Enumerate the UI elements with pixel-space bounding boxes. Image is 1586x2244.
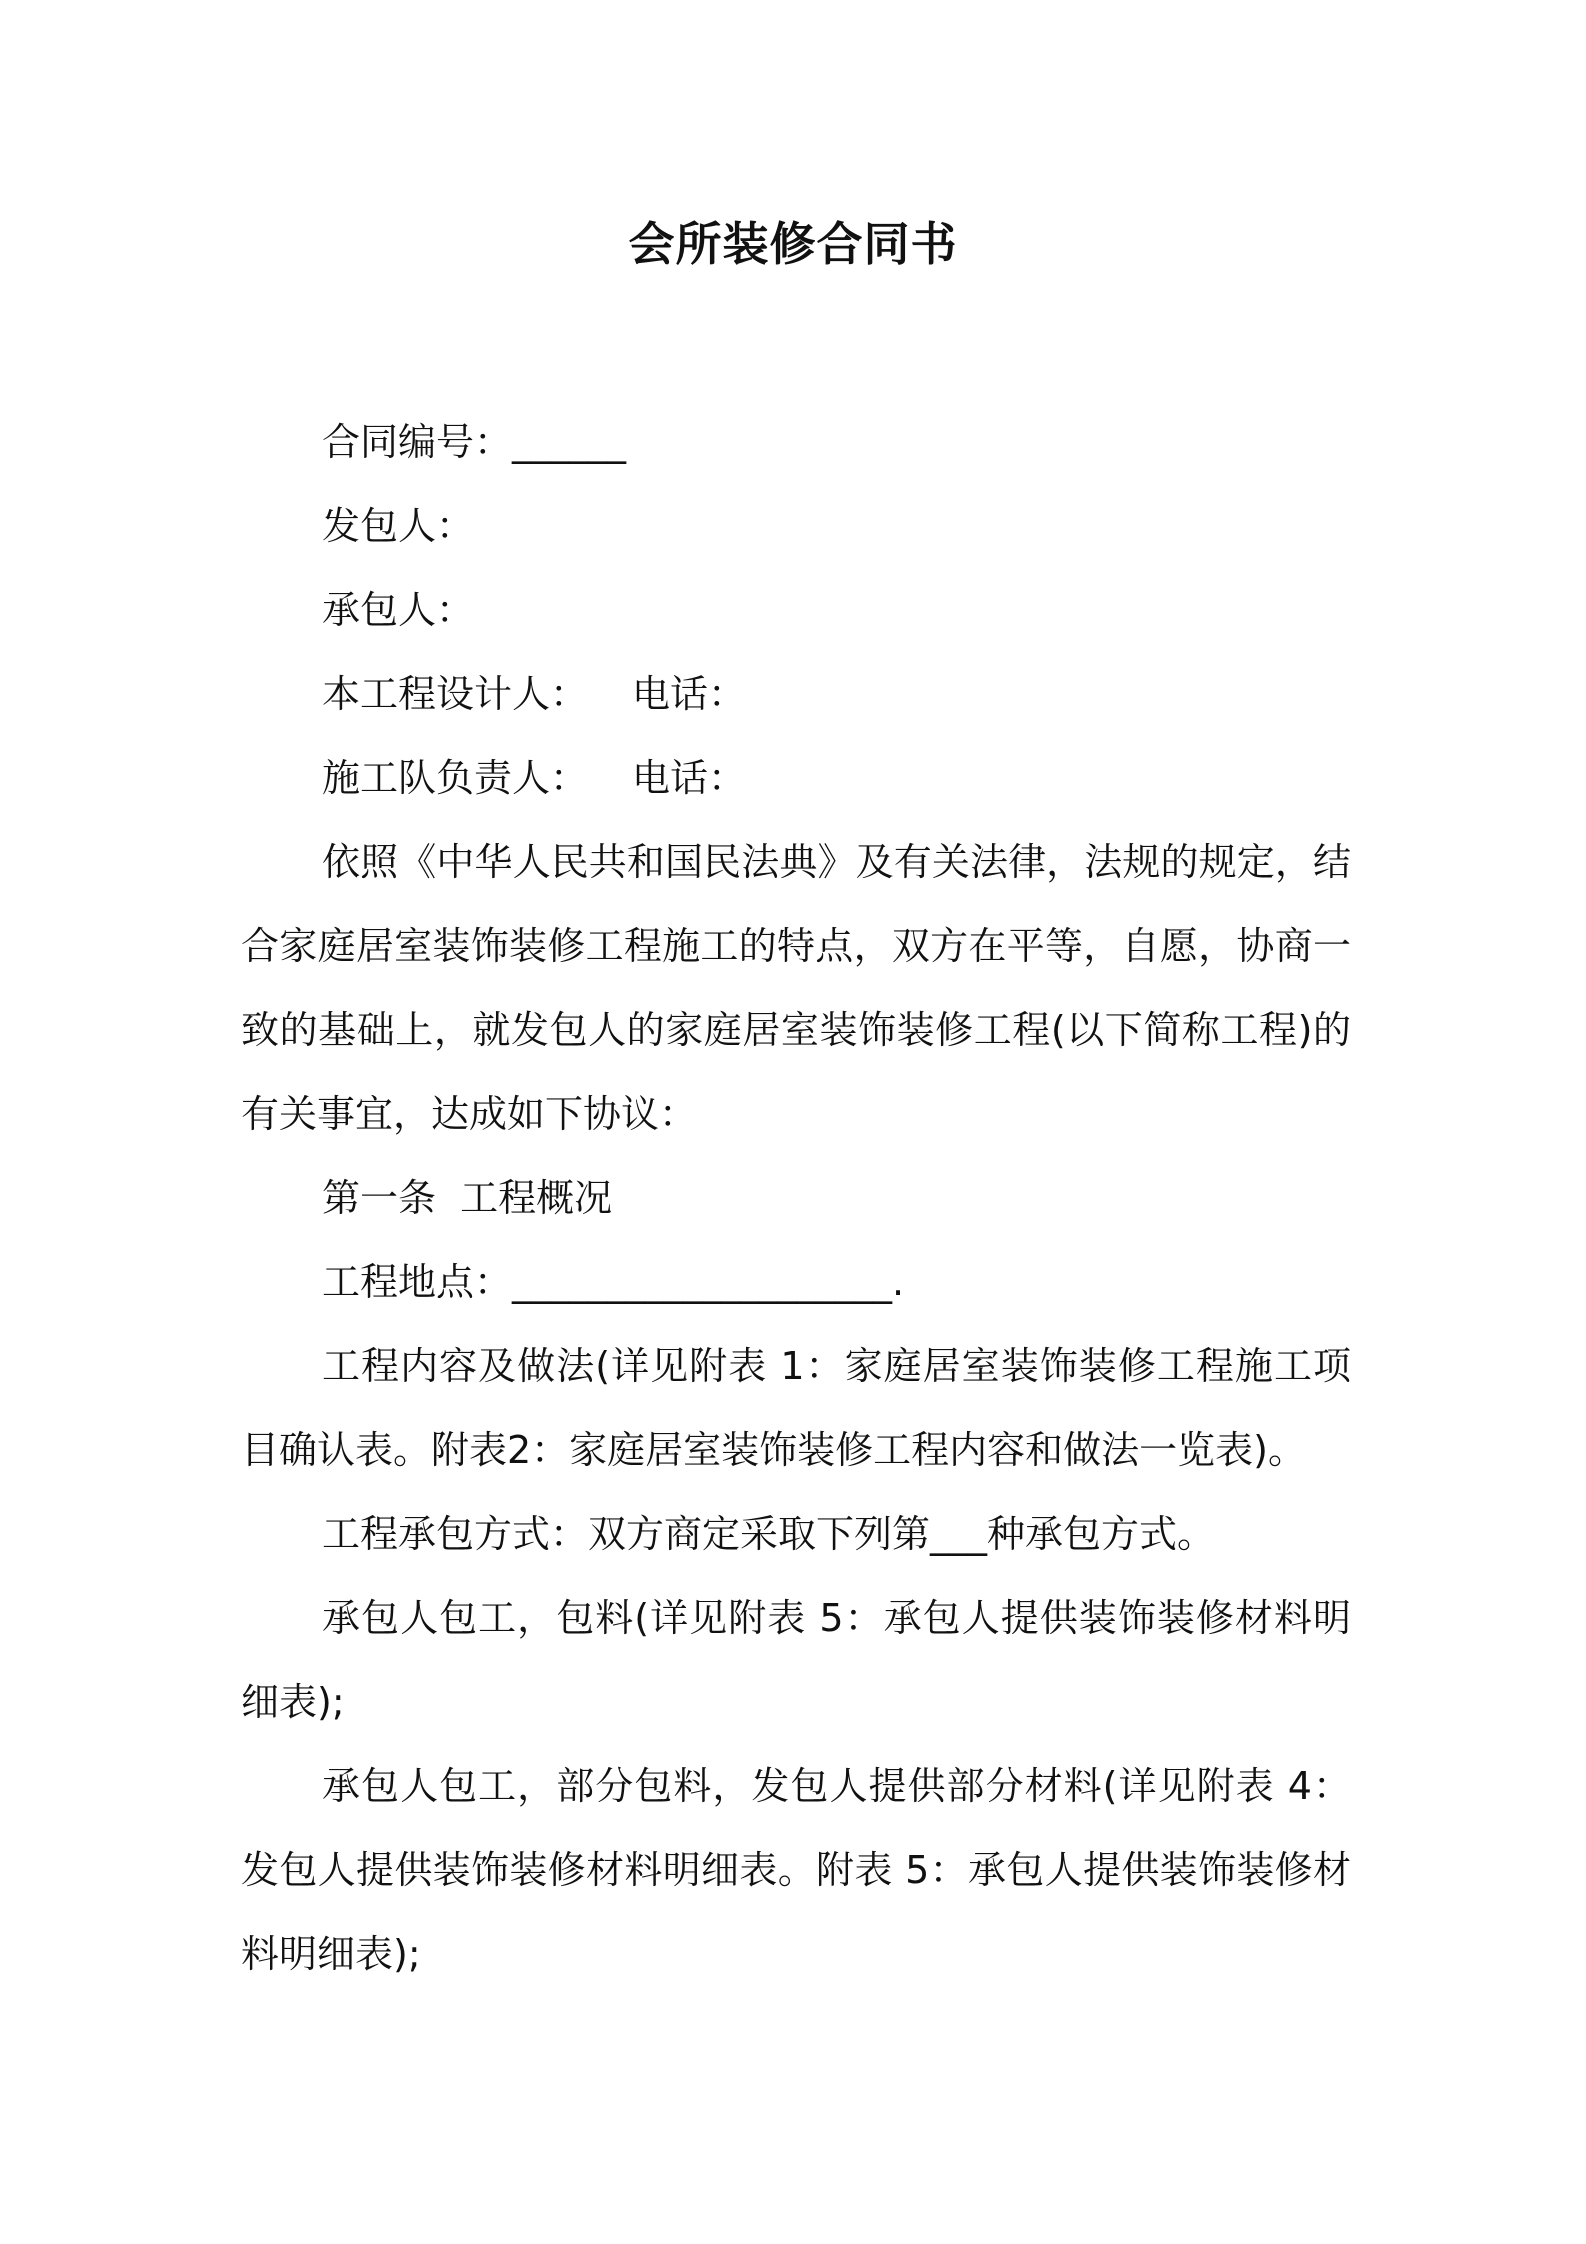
team-leader-label: 施工队负责人： bbox=[322, 756, 589, 800]
designer-label: 本工程设计人： bbox=[322, 672, 589, 716]
preamble-paragraph: 依照《中华人民共和国民法典》及有关法律，法规的规定，结合家庭居室装饰装修工程施工的特点，双方在平等，自愿，协商一致的基础上，就发包人的家庭居室装饰装修工程(以下简称工程)的有关事宜，达成如下协议： bbox=[241, 840, 1351, 1136]
designer-row bbox=[241, 652, 1351, 736]
project-content-paragraph: 工程内容及做法(详见附表 1：家庭居室装饰装修工程施工项目确认表。附表2：家庭居室装饰装修工程内容和做法一览表)。 bbox=[241, 1344, 1351, 1472]
option-2-paragraph: 承包人包工，部分包料，发包人提供部分材料(详见附表 4：发包人提供装饰装修材料明细表。附表 5：承包人提供装饰装修材料明细表); bbox=[241, 1764, 1351, 1976]
team-leader-phone-label: 电话： bbox=[632, 756, 747, 800]
document-body bbox=[241, 400, 1351, 1996]
team-leader-row bbox=[241, 736, 1351, 820]
option-1-paragraph: 承包人包工，包料(详见附表 5：承包人提供装饰装修材料明细表); bbox=[241, 1596, 1351, 1724]
article-1-heading: 第一条 工程概况 bbox=[322, 1176, 613, 1220]
project-location-paragraph: 工程地点：____________________. bbox=[322, 1260, 905, 1304]
contract-number-field: 合同编号：______ bbox=[322, 420, 627, 464]
designer-phone-label: 电话： bbox=[632, 672, 747, 716]
employer-field: 发包人： bbox=[322, 504, 475, 548]
contractor-field: 承包人： bbox=[322, 588, 475, 632]
contract-method-paragraph: 工程承包方式：双方商定采取下列第___种承包方式。 bbox=[322, 1512, 1216, 1556]
page-title: 会所装修合同书 bbox=[628, 217, 958, 271]
